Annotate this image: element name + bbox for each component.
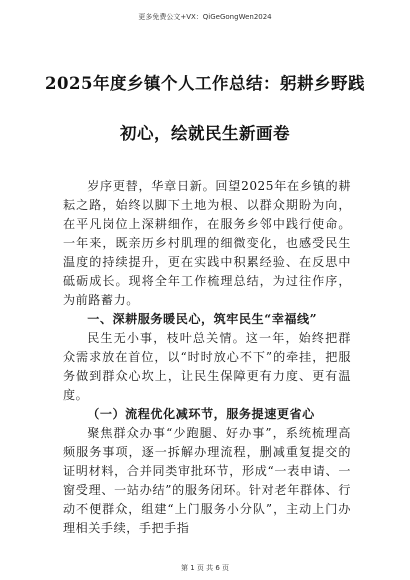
subsection-1-heading: （一）流程优化减环节，服务提速更省心: [87, 407, 315, 421]
section-1-paragraph: 民生无小事，枝叶总关情。这一年，始终把群众需求放在首位，以“时时放心不下”的牵挂，把服务做到群众心坎上，让民生保障更有力度、更有温度。: [63, 331, 351, 402]
document-body: [63, 177, 351, 538]
page-footer: 第 1 页 共 6 页: [180, 564, 230, 572]
subsection-1-paragraph: 聚焦群众办事“少跑腿、好办事”，系统梳理高频服务事项，逐一拆解办理流程，删减重复提交的证明材料，合并同类审批环节，形成“一表申请、一窗受理、一站办结”的服务闭环。针对老年群体、行动不便群众，组建“上门服务小分队”，主动上门办理相关手续，手把手指: [63, 426, 351, 535]
document-title-line-2: 初心，绘就民生新画卷: [120, 124, 290, 143]
header-note: 更多免费公文+VX：QiGeGongWen2024: [138, 13, 272, 21]
intro-paragraph: 岁序更替，华章日新。回望2025年在乡镇的耕耘之路，始终以脚下土地为根、以群众期盼为向，在平凡岗位上深耕细作，在服务乡邻中践行使命。一年来，既亲历乡村肌理的细微变化，也感受民生温度的持续提升，更在实践中积累经验、在反思中砥砺成长。现将全年工作梳理总结，为过往作序，为前路蓄力。: [63, 179, 351, 307]
document-title-line-1: 2025年度乡镇个人工作总结：躬耕乡野践: [45, 74, 365, 93]
section-1-heading: 一、深耕服务暖民心，筑牢民生“幸福线”: [87, 312, 318, 326]
